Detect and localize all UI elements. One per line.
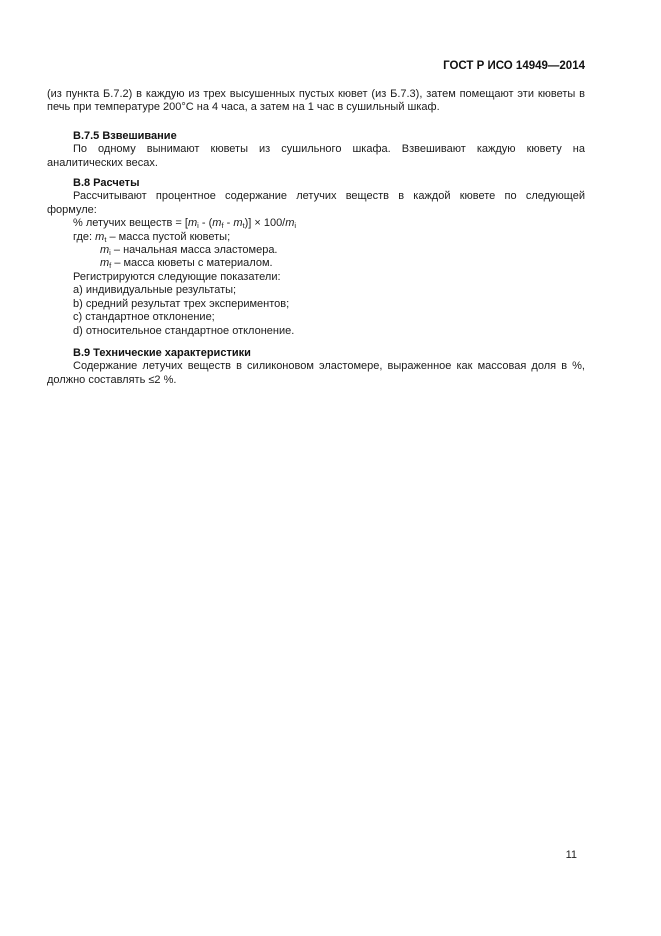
formula-text: -: [223, 217, 234, 230]
definition-prefix: где:: [73, 230, 96, 243]
indicator-item: a) индивидуальные результаты;: [73, 284, 237, 297]
formula-subscript: t: [242, 221, 245, 231]
indicator-item: d) относительное стандартное отклонение.: [73, 324, 295, 337]
formula-variable: m: [187, 217, 198, 230]
formula-subscript: f: [221, 221, 224, 231]
formula-subscript: t: [104, 234, 107, 244]
section-b8-line: Рассчитывают процентное содержание летучих веществ в каждой кювете по следующей: [73, 190, 585, 203]
volatile-content-formula: [47, 217, 585, 230]
page-content: [47, 0, 585, 387]
formula-definition: [47, 244, 585, 257]
formula-subscript: i: [197, 221, 199, 231]
formula-variable: m: [100, 257, 110, 270]
formula-text: - (: [198, 217, 213, 230]
definition-text: – начальная масса эластомера.: [110, 244, 278, 257]
section-b75-line: аналитических весах.: [47, 156, 158, 169]
formula-variable: m: [95, 230, 105, 243]
section-b9-line: должно составлять ≤2 %.: [47, 373, 177, 386]
formula-subscript: i: [294, 221, 297, 231]
indicators-intro: Регистрируются следующие показатели:: [73, 270, 281, 283]
formula-subscript: f: [109, 261, 112, 271]
indicator-item: c) стандартное отклонение;: [73, 311, 215, 324]
formula-definition: [47, 257, 585, 270]
formula-variable: m: [285, 217, 295, 230]
section-heading-b9: В.9 Технические характеристики: [73, 346, 251, 359]
formula-definition: [47, 231, 585, 244]
definition-text: – масса кюветы с материалом.: [111, 257, 273, 270]
section-b9-line: Содержание летучих веществ в силиконовом эластомере, выраженное как массовая доля в %,: [73, 360, 585, 373]
section-b75-line: По одному вынимают кюветы из сушильного шкафа. Взвешивают каждую кювету на: [73, 143, 585, 156]
formula-subscript: i: [109, 248, 111, 258]
formula-variable: m: [100, 244, 110, 257]
document-code-header: ГОСТ Р ИСО 14949—2014: [443, 60, 585, 72]
intro-paragraph-line: печь при температуре 200°С на 4 часа, а затем на 1 час в сушильный шкаф.: [47, 101, 440, 114]
formula-variable: m: [233, 217, 243, 230]
section-b8-line: формуле:: [47, 203, 97, 216]
section-heading-b8: В.8 Расчеты: [73, 177, 140, 190]
indicator-item: b) средний результат трех экспериментов;: [73, 297, 290, 310]
formula-text: % летучих веществ = [: [73, 217, 188, 230]
definition-text: – масса пустой кюветы;: [106, 230, 231, 243]
formula-variable: m: [212, 217, 222, 230]
formula-text: )] × 100/: [244, 217, 286, 230]
page-number: 11: [565, 849, 577, 861]
intro-paragraph-line: (из пункта Б.7.2) в каждую из трех высушенных пустых кювет (из Б.7.3), затем помещают эти кюветы в: [47, 88, 585, 100]
section-heading-b75: В.7.5 Взвешивание: [73, 129, 177, 142]
